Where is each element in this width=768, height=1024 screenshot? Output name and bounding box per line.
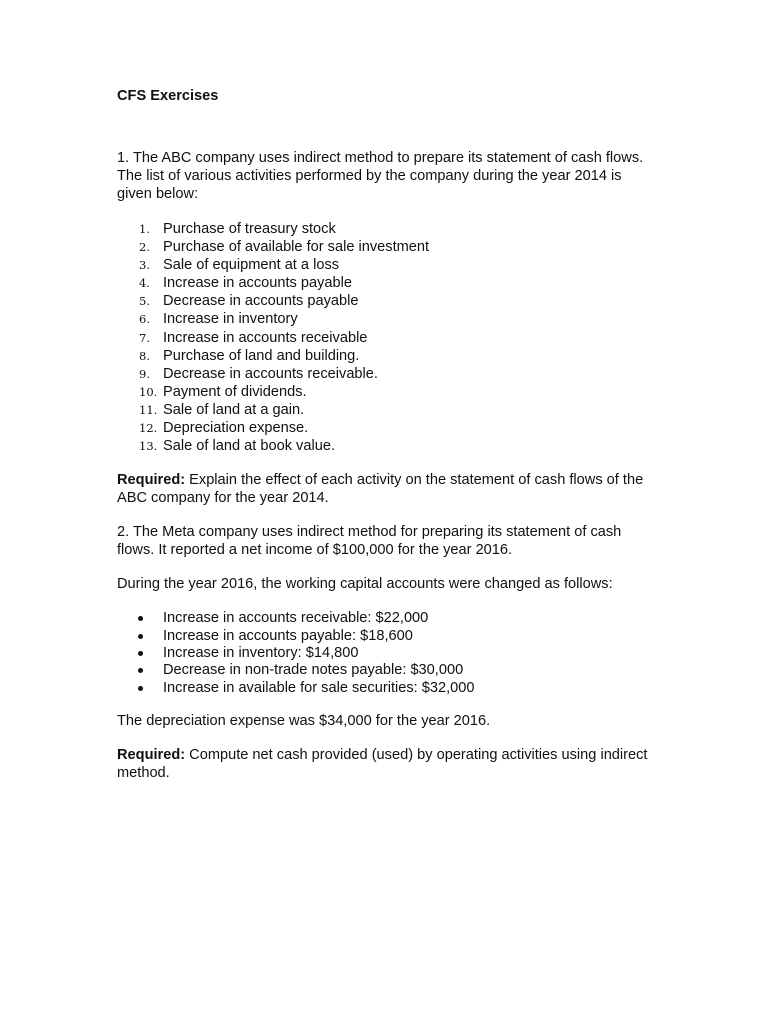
bullet-icon bbox=[138, 686, 143, 691]
bullet-icon bbox=[138, 651, 143, 656]
list-item: 9. Decrease in accounts receivable. bbox=[139, 365, 378, 382]
list-item: 2. Purchase of available for sale investment bbox=[139, 239, 430, 256]
required-text: Compute net cash provided (used) by operating activities using indirect method. bbox=[117, 747, 648, 782]
activity-list bbox=[117, 220, 657, 455]
list-item: 8. Purchase of land and building. bbox=[139, 347, 360, 364]
document-title: CFS Exercises bbox=[117, 88, 219, 104]
working-capital-list bbox=[117, 609, 657, 696]
list-item: 3. Sale of equipment at a loss bbox=[139, 257, 340, 274]
document-page bbox=[117, 87, 657, 782]
list-item: 1. Purchase of treasury stock bbox=[139, 221, 336, 237]
list-item: Increase in inventory: $14,800 bbox=[117, 644, 657, 661]
list-item: 5. Decrease in accounts payable bbox=[139, 293, 359, 310]
exercise-2-intro: 2. The Meta company uses indirect method for preparing its statement of cash flows. It reported a net income of $100,000 for the year 2016. bbox=[117, 524, 622, 559]
list-item: Decrease in non-trade notes payable: $30,000 bbox=[117, 661, 657, 678]
list-item: 12. Depreciation expense. bbox=[139, 420, 309, 437]
required-text: Explain the effect of each activity on the statement of cash flows of the ABC company for the year 2014. bbox=[117, 472, 644, 507]
list-item: 13. Sale of land at book value. bbox=[139, 438, 336, 455]
list-item: Increase in accounts payable: $18,600 bbox=[117, 627, 657, 644]
list-item: 10. Payment of dividends. bbox=[139, 383, 307, 400]
depreciation-note: The depreciation expense was $34,000 for the year 2016. bbox=[117, 713, 491, 730]
exercise-1-intro: 1. The ABC company uses indirect method to prepare its statement of cash flows. The list of various activities performed by the company during the year 2014 is given below: bbox=[117, 150, 644, 202]
working-capital-intro: During the year 2016, the working capital accounts were changed as follows: bbox=[117, 576, 613, 593]
list-item: 6. Increase in inventory bbox=[139, 311, 298, 328]
required-label: Required: bbox=[117, 472, 186, 489]
bullet-icon bbox=[138, 634, 143, 639]
list-item: 7. Increase in accounts receivable bbox=[139, 329, 368, 346]
required-label: Required: bbox=[117, 747, 186, 764]
list-item: Increase in available for sale securities: $32,000 bbox=[117, 679, 657, 696]
exercise-2-required bbox=[117, 746, 657, 782]
list-item: 4. Increase in accounts payable bbox=[139, 275, 353, 292]
bullet-icon bbox=[138, 668, 143, 673]
list-item: 11. Sale of land at a gain. bbox=[139, 401, 305, 418]
exercise-1-required bbox=[117, 471, 657, 507]
bullet-icon bbox=[138, 616, 143, 621]
list-item: Increase in accounts receivable: $22,000 bbox=[117, 609, 657, 626]
